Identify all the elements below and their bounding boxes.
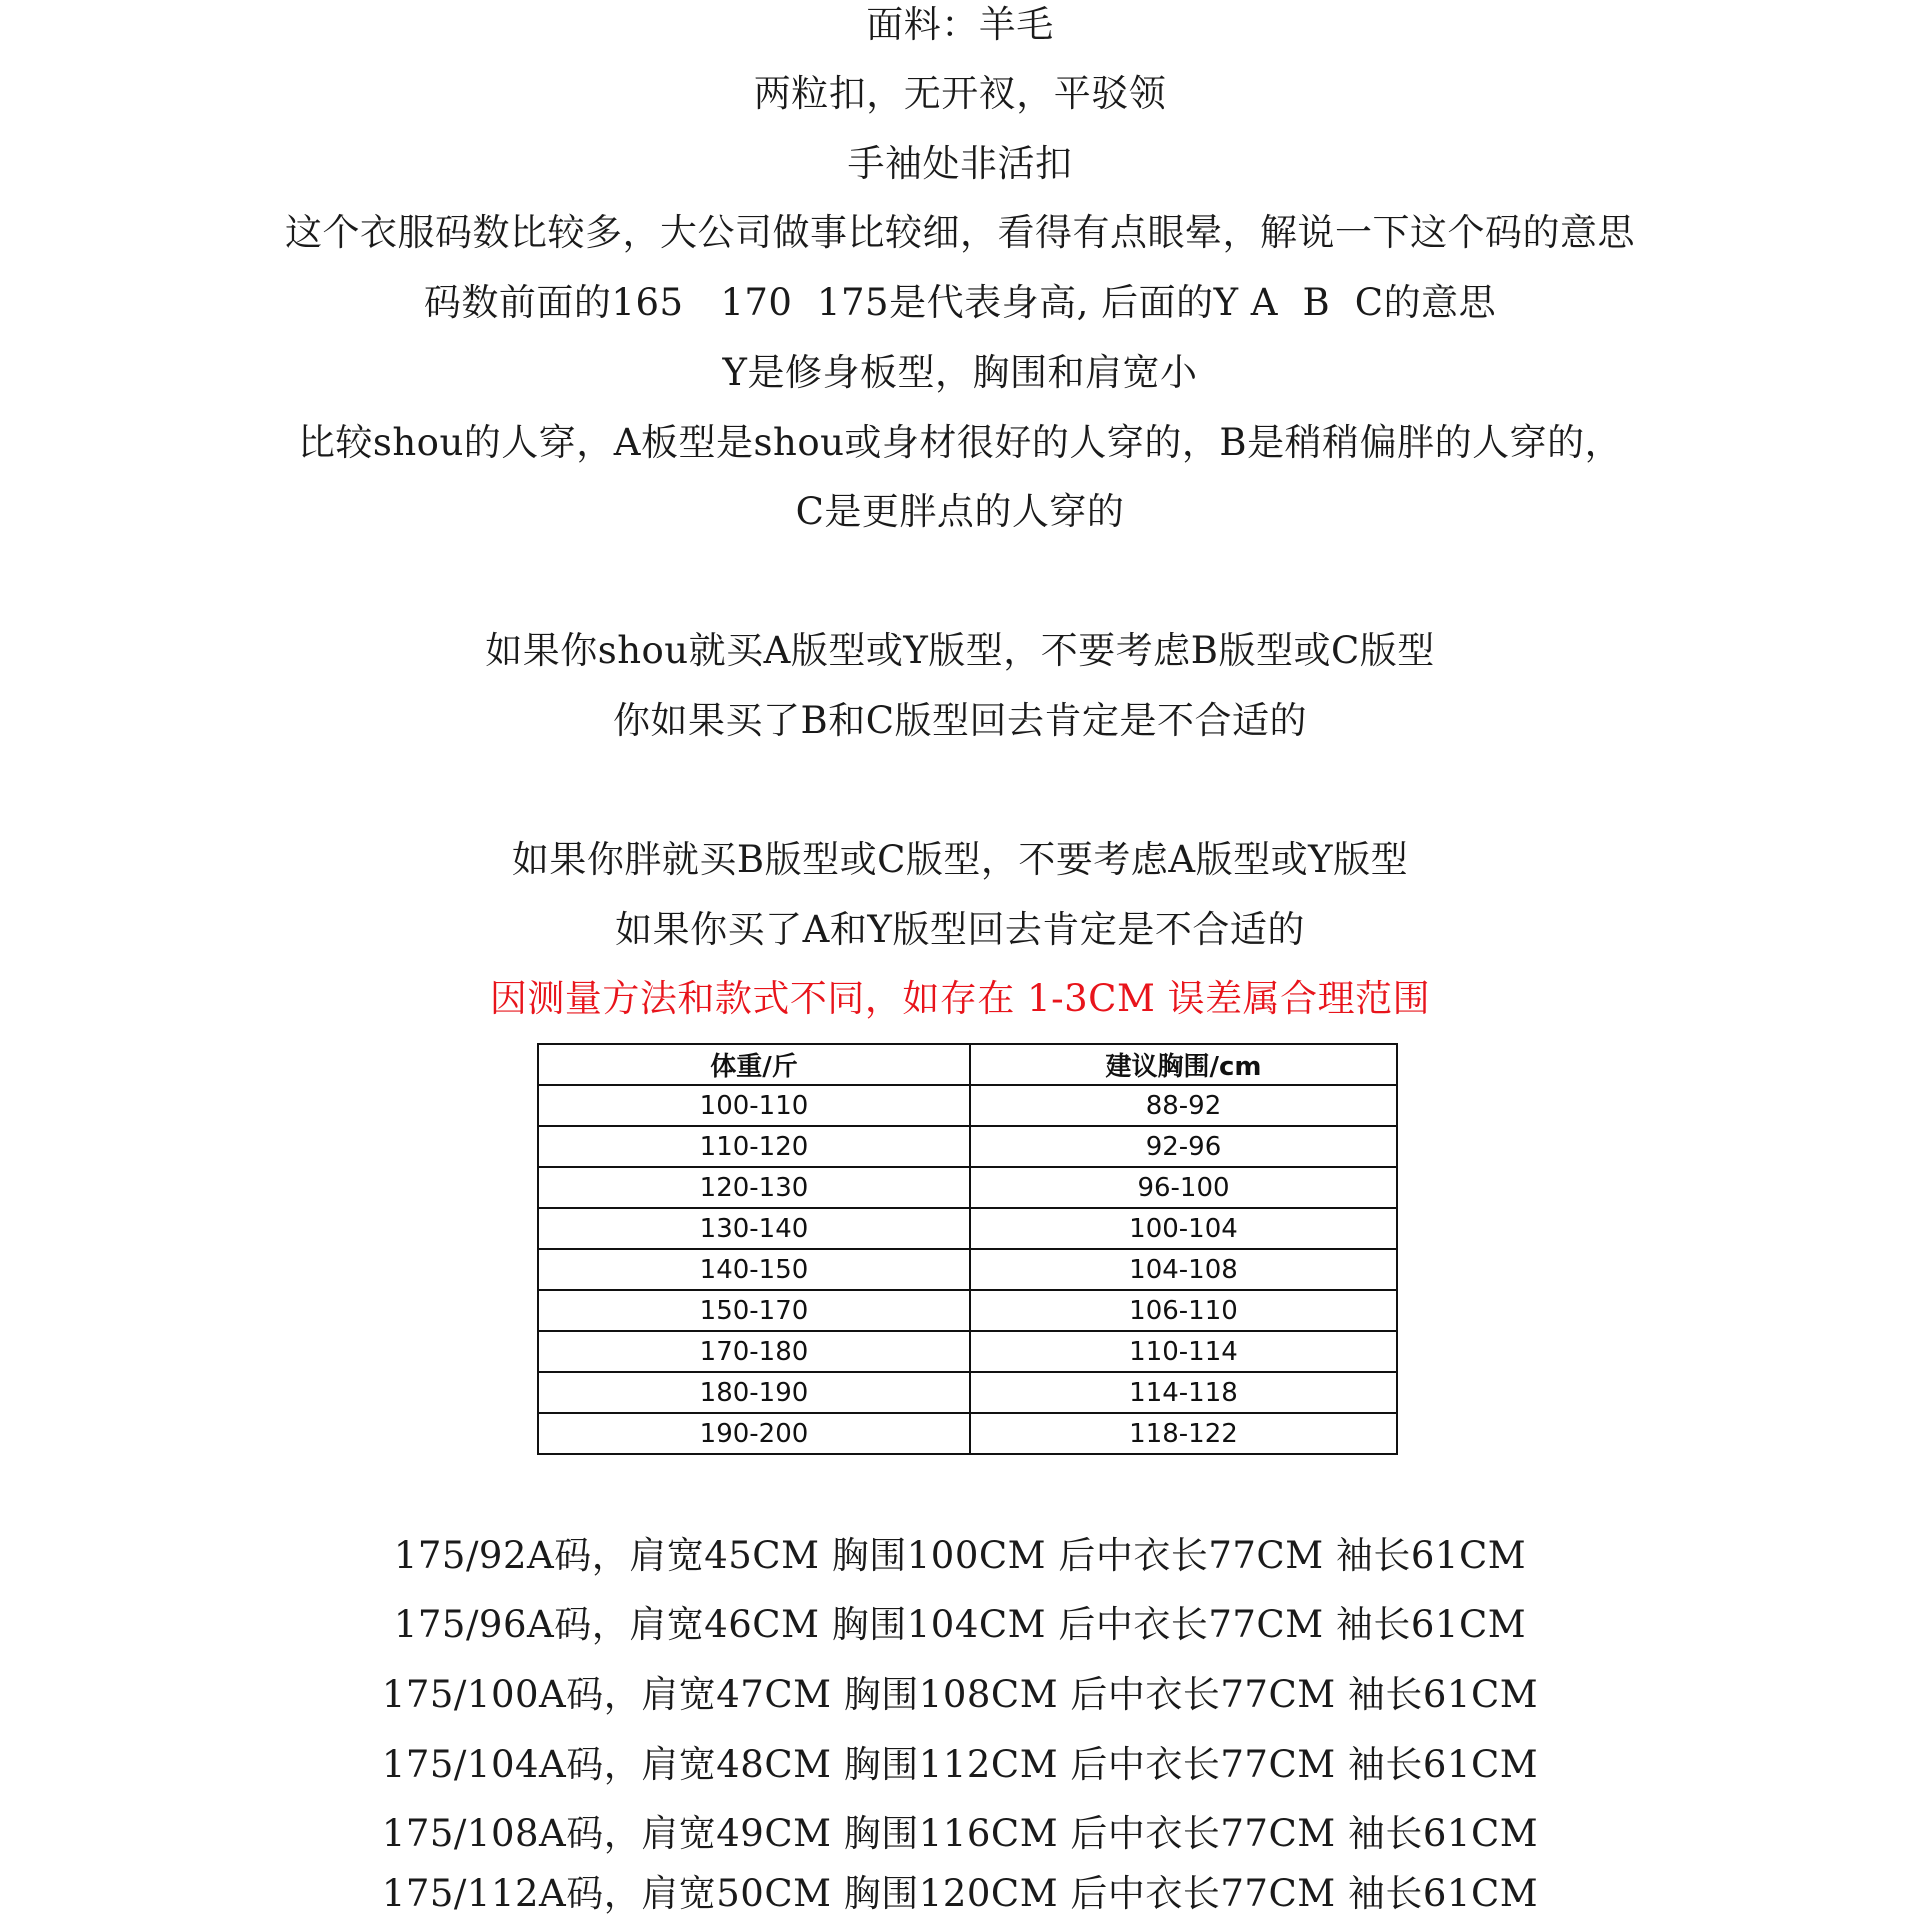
thin-advice-line: 如果你shou就买A版型或Y版型，不要考虑B版型或C版型 (485, 629, 1435, 672)
table-header-row (538, 1044, 1397, 1085)
chest-cell: 104-108 (970, 1249, 1397, 1290)
fabric-line: 面料：羊毛 (866, 3, 1054, 46)
table-row (538, 1208, 1397, 1249)
sleeve-button-line: 手袖处非活扣 (847, 142, 1073, 185)
table-row (538, 1167, 1397, 1208)
size-spec-line: 175/100A码，肩宽47CM 胸围108CM 后中衣长77CM 袖长61CM (381, 1673, 1539, 1716)
weight-cell: 120-130 (538, 1167, 970, 1208)
weight-cell: 150-170 (538, 1290, 970, 1331)
table-row (538, 1290, 1397, 1331)
table-row (538, 1331, 1397, 1372)
y-fit-line: Y是修身板型，胸围和肩宽小 (722, 351, 1198, 394)
size-spec-line: 175/108A码，肩宽49CM 胸围116CM 后中衣长77CM 袖长61CM (381, 1812, 1539, 1855)
weight-chest-table (537, 1043, 1398, 1455)
size-intro-line: 这个衣服码数比较多，大公司做事比较细，看得有点眼晕，解说一下这个码的意思 (285, 211, 1635, 254)
thin-warning-line: 你如果买了B和C版型回去肯定是不合适的 (613, 699, 1307, 742)
chest-cell: 92-96 (970, 1126, 1397, 1167)
table-row (538, 1126, 1397, 1167)
chest-cell: 88-92 (970, 1085, 1397, 1126)
table-row (538, 1413, 1397, 1454)
measurement-error-note: 因测量方法和款式不同，如存在 1-3CM 误差属合理范围 (489, 977, 1431, 1020)
weight-cell: 100-110 (538, 1085, 970, 1126)
weight-cell: 140-150 (538, 1249, 970, 1290)
fat-advice-line: 如果你胖就买B版型或C版型，不要考虑A版型或Y版型 (511, 838, 1409, 881)
table-row (538, 1249, 1397, 1290)
fat-warning-line: 如果你买了A和Y版型回去肯定是不合适的 (615, 908, 1305, 951)
table-row (538, 1372, 1397, 1413)
chest-column-header: 建议胸围/cm (970, 1044, 1397, 1085)
size-meaning-line: 码数前面的165 170 175是代表身高, 后面的Y A B C的意思 (423, 281, 1497, 324)
chest-cell: 96-100 (970, 1167, 1397, 1208)
weight-cell: 190-200 (538, 1413, 970, 1454)
weight-column-header: 体重/斤 (538, 1044, 970, 1085)
table-row (538, 1085, 1397, 1126)
chest-cell: 118-122 (970, 1413, 1397, 1454)
chest-cell: 114-118 (970, 1372, 1397, 1413)
weight-cell: 110-120 (538, 1126, 970, 1167)
weight-cell: 170-180 (538, 1331, 970, 1372)
abc-fit-line: 比较shou的人穿，A板型是shou或身材很好的人穿的，B是稍稍偏胖的人穿的， (297, 421, 1623, 464)
chest-cell: 110-114 (970, 1331, 1397, 1372)
c-fit-line: C是更胖点的人穿的 (795, 490, 1125, 533)
size-spec-line: 175/92A码，肩宽45CM 胸围100CM 后中衣长77CM 袖长61CM (393, 1534, 1527, 1577)
chest-cell: 100-104 (970, 1208, 1397, 1249)
size-spec-line: 175/112A码，肩宽50CM 胸围120CM 后中衣长77CM 袖长61CM (381, 1872, 1539, 1915)
weight-cell: 180-190 (538, 1372, 970, 1413)
chest-cell: 106-110 (970, 1290, 1397, 1331)
size-spec-line: 175/104A码，肩宽48CM 胸围112CM 后中衣长77CM 袖长61CM (381, 1743, 1539, 1786)
size-spec-line: 175/96A码，肩宽46CM 胸围104CM 后中衣长77CM 袖长61CM (393, 1603, 1527, 1646)
button-style-line: 两粒扣，无开衩，平驳领 (753, 72, 1167, 115)
weight-cell: 130-140 (538, 1208, 970, 1249)
